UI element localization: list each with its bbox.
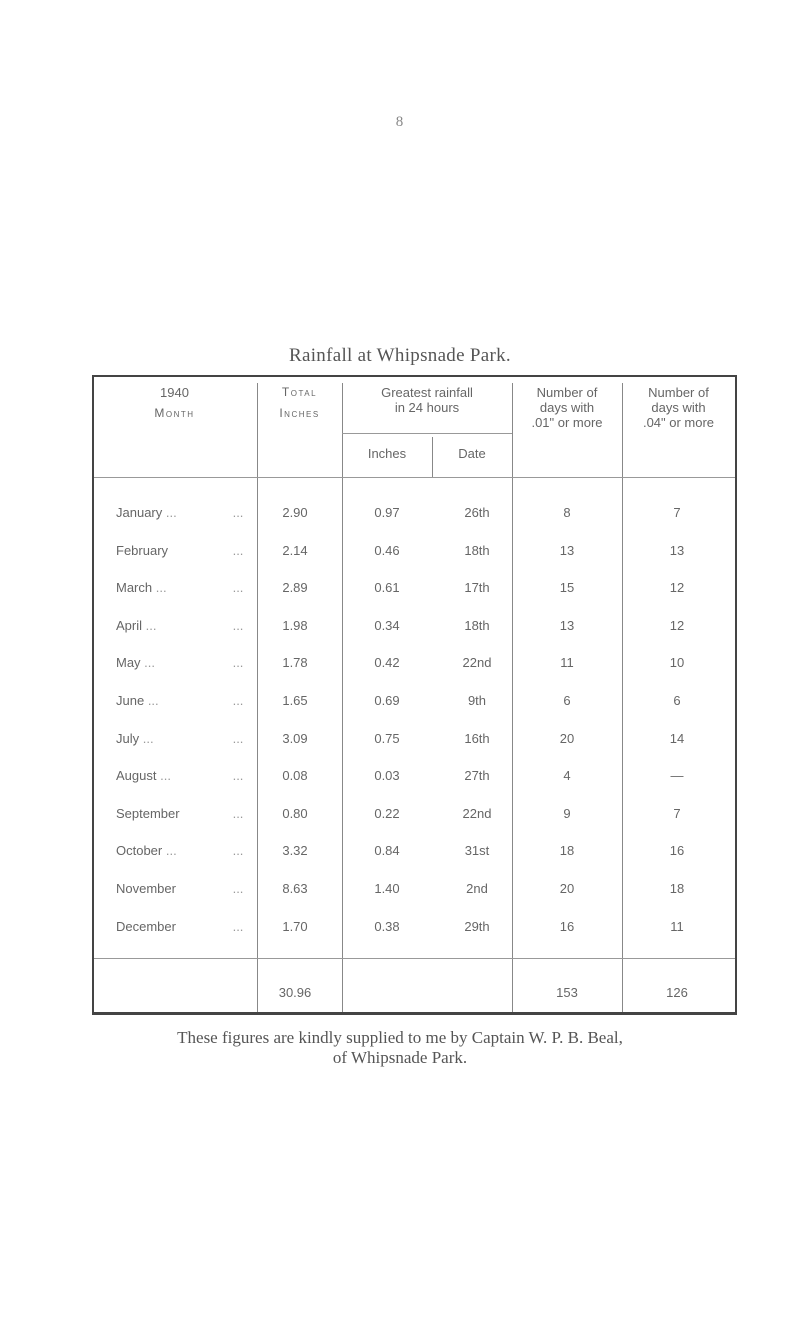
days-04-cell: 13 [669, 542, 685, 558]
greatest-inches-cell: 0.84 [374, 843, 400, 859]
table-row [92, 655, 737, 675]
table-bottom-rule [92, 1012, 737, 1015]
month-dots: ... [156, 768, 171, 784]
greatest-inches-cell: 0.42 [374, 655, 400, 671]
row-leader-dots: ... [232, 805, 244, 821]
days-04-cell: 7 [673, 505, 681, 520]
month-dots: ... [144, 693, 159, 708]
month-name: January [116, 505, 163, 520]
total-inches-cell: 1.70 [282, 918, 308, 934]
days-01-cell: 6 [563, 693, 571, 708]
month-name: September [116, 805, 180, 821]
table-row [92, 693, 737, 713]
greatest-date-cell: 31st [464, 843, 490, 859]
totals-days04: 126 [666, 985, 688, 1000]
days-04-cell: 10 [669, 655, 685, 671]
total-inches-cell: 1.98 [282, 617, 308, 633]
row-leader-dots: ... [232, 843, 244, 859]
total-inches-cell: 3.32 [282, 843, 308, 859]
greatest-date-cell: 27th [464, 768, 490, 784]
table-row [92, 843, 737, 863]
days-01-cell: 20 [559, 730, 575, 746]
days-01-cell: 11 [560, 655, 574, 671]
header-in-24-hours: in 24 hours [394, 400, 460, 415]
totals-days01: 153 [556, 985, 578, 1000]
greatest-inches-cell: 0.61 [374, 580, 400, 596]
greatest-date-cell: 9th [467, 693, 487, 708]
total-inches-cell: 3.09 [282, 730, 308, 746]
total-inches-cell: 2.14 [282, 542, 308, 558]
table-row [92, 806, 737, 826]
total-inches-cell: 1.78 [282, 655, 308, 671]
days-01-cell: 16 [559, 918, 575, 934]
totals-total: 30.96 [278, 985, 312, 1000]
footnote [0, 1028, 800, 1068]
header-date: Date [458, 446, 486, 461]
total-inches-cell: 8.63 [282, 881, 308, 896]
month-name: March [116, 580, 153, 596]
row-leader-dots: ... [232, 505, 244, 520]
row-leader-dots: ... [232, 881, 244, 896]
greatest-date-cell: 16th [464, 730, 490, 746]
greatest-date-cell: 18th [464, 542, 490, 558]
row-leader-dots: ... [232, 730, 244, 746]
header-days01-l2: days with [539, 400, 595, 415]
greatest-inches-cell: 0.34 [374, 617, 400, 633]
totals-top-rule [94, 958, 735, 959]
total-inches-cell: 2.89 [282, 580, 308, 596]
header-days04-l2: days with [651, 400, 706, 415]
header-month: Month [154, 406, 195, 420]
header-inches-total: Inches [279, 406, 320, 420]
month-name: February [116, 542, 169, 558]
rainfall-table [92, 375, 737, 1015]
header-days04-l3: .04" or more [642, 415, 715, 430]
greatest-date-cell: 2nd [466, 881, 488, 896]
header-greatest: Greatest rainfall [381, 385, 473, 400]
month-name: August [116, 768, 157, 784]
month-name: May [116, 655, 141, 671]
greatest-inches-cell: 0.38 [374, 918, 400, 934]
row-leader-dots: ... [232, 617, 244, 633]
table-row [92, 881, 737, 901]
total-inches-cell: 2.90 [282, 505, 308, 520]
days-01-cell: 4 [563, 768, 571, 784]
month-dots: ... [162, 505, 177, 520]
page-title: Rainfall at Whipsnade Park. [289, 345, 511, 366]
month-name: June [116, 693, 145, 708]
month-name: November [116, 881, 176, 896]
greatest-inches-cell: 0.22 [374, 805, 400, 821]
days-01-cell: 9 [563, 805, 571, 821]
month-dots: ... [162, 843, 177, 859]
table-row [92, 731, 737, 751]
month-name: July [116, 730, 140, 746]
days-01-cell: 18 [559, 843, 575, 859]
month-dots: ... [139, 730, 154, 746]
greatest-date-cell: 22nd [462, 655, 492, 671]
total-inches-cell: 0.08 [282, 768, 308, 784]
greatest-date-cell: 22nd [462, 805, 492, 821]
header-total: Total [281, 385, 318, 399]
greatest-date-cell: 17th [464, 580, 490, 596]
days-04-cell: 6 [673, 693, 681, 708]
greatest-date-cell: 26th [464, 505, 490, 520]
days-04-cell: 12 [669, 617, 685, 633]
row-leader-dots: ... [232, 918, 244, 934]
days-01-cell: 13 [559, 617, 575, 633]
month-dots: ... [140, 655, 156, 671]
greatest-inches-cell: 1.40 [374, 881, 400, 896]
row-leader-dots: ... [232, 655, 244, 671]
greatest-inches-cell: 0.03 [374, 768, 400, 784]
month-name: October [116, 843, 163, 859]
days-04-cell: 14 [669, 730, 685, 746]
row-leader-dots: ... [232, 580, 244, 596]
days-04-cell: 12 [669, 580, 685, 596]
days-01-cell: 13 [559, 542, 575, 558]
totals-row [92, 985, 737, 1005]
total-inches-cell: 1.65 [282, 693, 308, 708]
table-top-rule [92, 375, 737, 377]
greatest-inches-cell: 0.69 [374, 693, 400, 708]
page-number: 8 [395, 114, 405, 130]
days-04-cell: 18 [669, 881, 685, 896]
greatest-date-cell: 18th [464, 617, 490, 633]
days-04-cell: — [670, 768, 684, 784]
month-dots: ... [152, 580, 167, 596]
days-04-cell: 7 [673, 805, 681, 821]
greatest-inches-cell: 0.75 [374, 730, 400, 746]
header-bottom-rule [94, 477, 735, 478]
month-name: April [116, 617, 143, 633]
footnote-line-1: These figures are kindly supplied to me by Captain W. P. B. Beal, [177, 1028, 623, 1047]
table-row [92, 768, 737, 788]
table-row [92, 618, 737, 638]
header-days04-l1: Number of [648, 385, 709, 400]
header-year: 1940 [160, 385, 189, 400]
header-days01-l3: .01" or more [531, 415, 603, 430]
days-01-cell: 15 [559, 580, 575, 596]
days-01-cell: 8 [563, 505, 571, 520]
footnote-line-2: of Whipsnade Park. [332, 1048, 468, 1067]
month-dots: ... [142, 617, 157, 633]
days-04-cell: 16 [669, 843, 685, 859]
greatest-inches-cell: 0.46 [374, 542, 400, 558]
row-leader-dots: ... [232, 768, 244, 784]
row-leader-dots: ... [232, 542, 244, 558]
greatest-date-cell: 29th [464, 918, 490, 934]
greatest-subrule [342, 433, 512, 434]
header-inches: Inches [367, 446, 407, 461]
days-04-cell: 11 [670, 918, 684, 934]
table-row [92, 505, 737, 525]
row-leader-dots: ... [232, 693, 244, 708]
header-days01-l1: Number of [536, 385, 598, 400]
greatest-inches-cell: 0.97 [374, 505, 400, 520]
days-01-cell: 20 [559, 881, 575, 896]
table-row [92, 580, 737, 600]
total-inches-cell: 0.80 [282, 805, 308, 821]
month-name: December [116, 918, 176, 934]
table-row [92, 543, 737, 563]
table-row [92, 919, 737, 939]
